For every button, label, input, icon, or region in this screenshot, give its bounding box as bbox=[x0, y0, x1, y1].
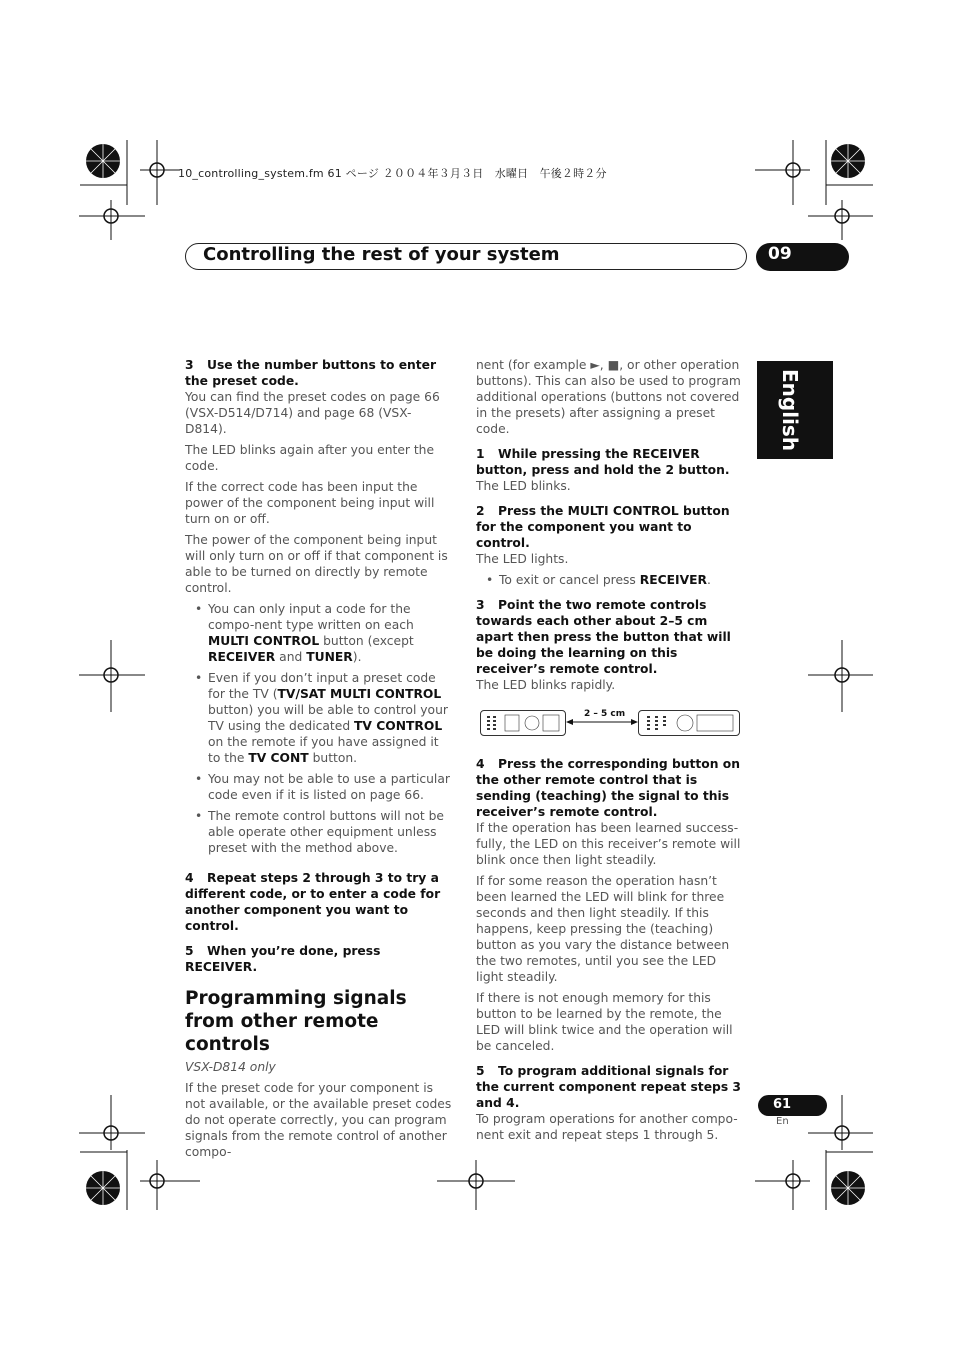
paragraph: nent (for example ►, ■, or other operation buttons). This can also be used to program additional operations (buttons not covered in the presets) after assigning a preset code. bbox=[476, 358, 741, 436]
list-item: • Even if you don’t input a preset code for the TV (TV/SAT MULTI CONTROL button) you will be able to control your TV using the dedicated TV CONTROL on the remote if you have assigned it to the TV CONT button. bbox=[208, 670, 453, 766]
paragraph: If for some reason the operation hasn’t been learned the LED will blink for three seconds and then light steadily. If this happens, keep pressing the (teaching) button as you vary the distance between the two remotes, until you see the LED light steadily. bbox=[476, 874, 730, 984]
step-number: 5 bbox=[476, 1064, 485, 1078]
step-heading bbox=[185, 870, 453, 934]
remote-buttons-graphic bbox=[639, 711, 739, 735]
step-title: Use the number buttons to enter the preset code. bbox=[185, 358, 437, 388]
paragraph: The LED blinks. bbox=[476, 479, 571, 493]
paragraph: The LED blinks again after you enter the code. bbox=[185, 443, 435, 473]
left-column bbox=[185, 357, 453, 1165]
section-heading: Programming signals from other remote controls bbox=[185, 988, 407, 1055]
step-heading bbox=[476, 503, 744, 551]
paragraph: The power of the component being input will only turn on or off if that component is able to be turned on directly by remote control. bbox=[185, 533, 448, 595]
remote-buttons-graphic bbox=[481, 711, 565, 735]
page-number-badge bbox=[758, 1095, 827, 1116]
paragraph: You can find the preset codes on page 66 (VSX-D514/D714) and page 68 (VSX-D814). bbox=[185, 390, 440, 436]
step-title: While pressing the RECEIVER button, press and hold the 2 button. bbox=[476, 447, 730, 477]
file-info-line: 10_controlling_system.fm 61 ページ ２００４年３月３日 水曜日 午後２時２分 bbox=[178, 167, 607, 180]
step-title: Repeat steps 2 through 3 to try a different code, or to enter a code for another component you want to control. bbox=[185, 871, 441, 933]
paragraph: The LED lights. bbox=[476, 552, 569, 566]
step-title: Press the corresponding button on the other remote control that is sending (teaching) the signal to this receiver’s remote control. bbox=[476, 757, 740, 819]
list-item: • To exit or cancel press RECEIVER. bbox=[499, 572, 744, 588]
right-column bbox=[476, 357, 744, 1148]
model-note: VSX-D814 only bbox=[185, 1060, 276, 1074]
step-number: 4 bbox=[185, 871, 194, 885]
receiver-remote bbox=[480, 710, 566, 736]
step-number: 2 bbox=[476, 504, 485, 518]
distance-label: 2 – 5 cm bbox=[584, 709, 626, 719]
list-item: • The remote control buttons will not be able operate other equipment unless preset with the method above. bbox=[208, 808, 453, 856]
step-heading bbox=[476, 597, 744, 677]
step-number: 5 bbox=[185, 944, 194, 958]
other-remote bbox=[638, 710, 740, 736]
step-title: Point the two remote controls towards each other about 2–5 cm apart then press the button that will be doing the learning on this receiver’s remote control. bbox=[476, 598, 731, 676]
notes-list bbox=[185, 601, 453, 856]
remotes-illustration bbox=[476, 698, 744, 750]
step-number: 3 bbox=[476, 598, 485, 612]
paragraph: The LED blinks rapidly. bbox=[476, 678, 616, 692]
paragraph: If the preset code for your component is not available, or the available preset codes do not operate correctly, you can program signals from the remote control of another compo- bbox=[185, 1081, 452, 1159]
page-number: 61 bbox=[773, 1097, 792, 1112]
step-heading bbox=[185, 943, 453, 975]
chapter-number: 09 bbox=[768, 244, 792, 264]
step-number: 3 bbox=[185, 358, 194, 372]
list-item: • You can only input a code for the compo-nent type written on each MULTI CONTROL button (except RECEIVER and TUNER). bbox=[208, 601, 453, 665]
step-heading bbox=[476, 446, 744, 478]
section-title: Controlling the rest of your system bbox=[203, 244, 560, 265]
paragraph: To program operations for another compo-nent exit and repeat steps 1 through 5. bbox=[476, 1112, 738, 1142]
step-title: To program additional signals for the current component repeat steps 3 and 4. bbox=[476, 1064, 741, 1110]
step-title: Press the MULTI CONTROL button for the component you want to control. bbox=[476, 504, 730, 550]
notes-list bbox=[476, 572, 744, 588]
list-item: • You may not be able to use a particular code even if it is listed on page 66. bbox=[208, 771, 453, 803]
step-heading bbox=[476, 1063, 744, 1111]
step-heading bbox=[185, 357, 453, 389]
step-number: 1 bbox=[476, 447, 485, 461]
paragraph: If the correct code has been input the power of the component being input will turn on or off. bbox=[185, 480, 435, 526]
page-language: En bbox=[776, 1116, 789, 1127]
step-heading bbox=[476, 756, 744, 820]
step-title: When you’re done, press RECEIVER. bbox=[185, 944, 381, 974]
paragraph: If there is not enough memory for this button to be learned by the remote, the LED will blink twice and the operation will be canceled. bbox=[476, 991, 733, 1053]
paragraph: If the operation has been learned success-fully, the LED on this receiver’s remote will blink once then light steadily. bbox=[476, 821, 741, 867]
step-number: 4 bbox=[476, 757, 485, 771]
language-tab-label: English bbox=[778, 368, 802, 452]
